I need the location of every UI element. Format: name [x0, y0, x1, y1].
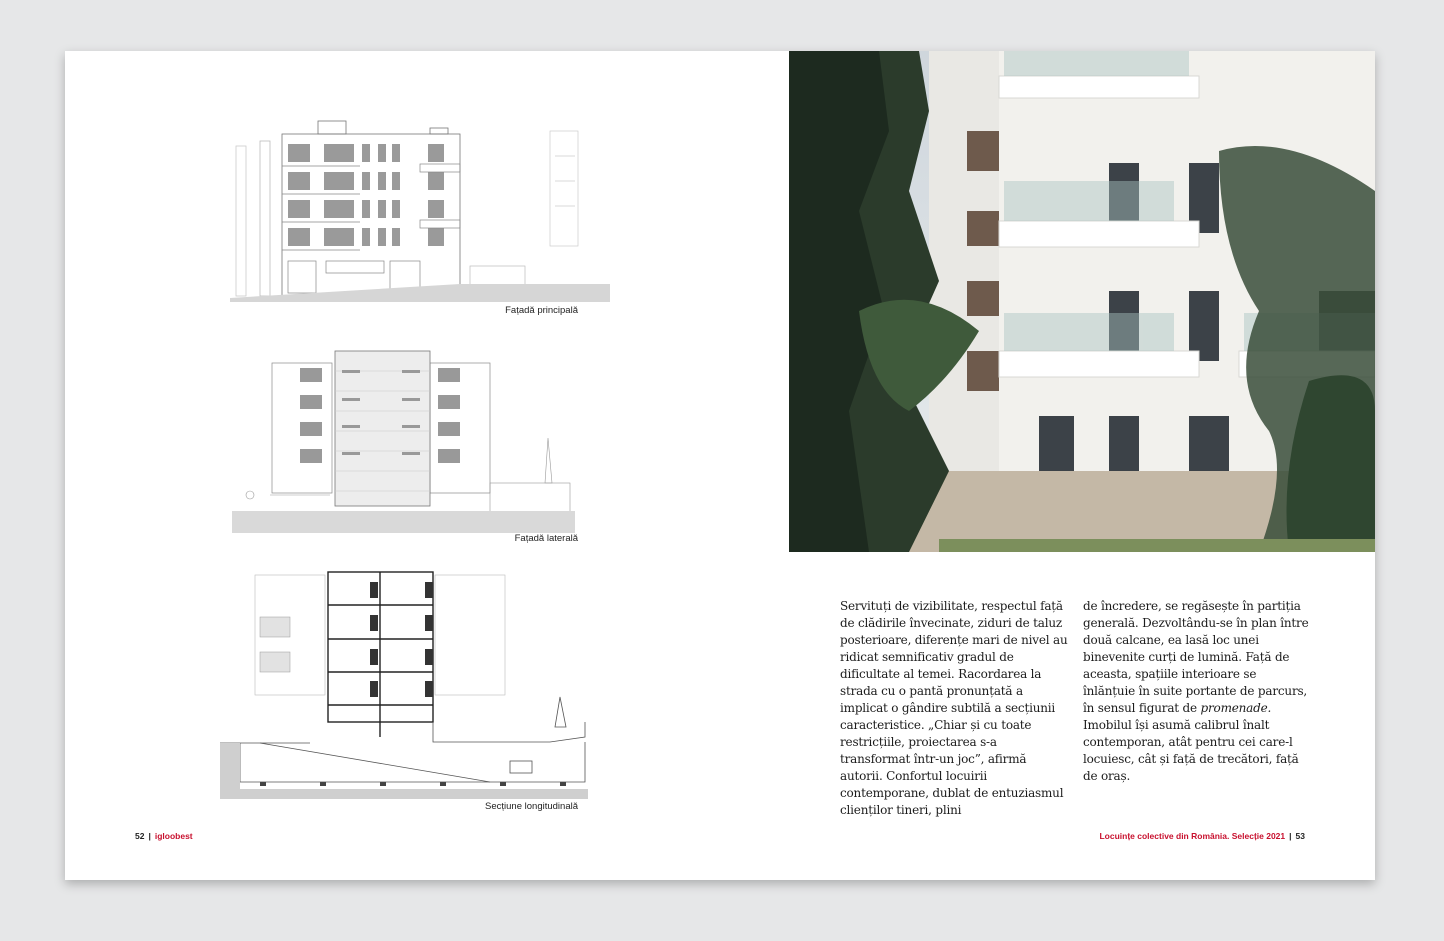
page-number: 52 — [135, 831, 145, 841]
side-facade-drawing — [230, 343, 580, 533]
main-facade-caption: Fațadă principală — [505, 305, 578, 316]
left-page — [65, 51, 720, 880]
body-text-1: Servituți de vizibilitate, respectul față de clădirile învecinate, ziduri de taluz posterioare, diferențe mari de nivel au ridicat semnificativ gradul de dificultate al temei. Racordarea la strada cu o pantă pronunțată a implicat o gândire subtilă a secțiunii caracteristice. „Chiar și cu toate restricțiile, proiectarea s-a transformat într-un joc”, afirmă autorii. Confortul locuirii contemporane, dublat de entuziasmul clienților tineri, plini — [840, 599, 1068, 817]
publication-name: igloobest — [154, 831, 193, 841]
body-text-column-2 — [1083, 598, 1311, 785]
page-number: 53 — [1295, 831, 1305, 841]
body-text-2b: Imobilul își asumă calibrul înalt contemporan, atât pentru cei care-l locuiesc, cât și față de trecători, față de oraș. — [1083, 718, 1299, 783]
section-title: Locuințe colective din România. Selecție 2021 — [1099, 831, 1286, 841]
building-photo — [789, 51, 1375, 552]
section-drawing — [220, 567, 590, 799]
right-folio: Locuințe colective din România. Selecție 2021 | 53 — [1099, 831, 1305, 841]
main-facade-drawing — [230, 116, 615, 306]
left-folio: 52 | igloobest — [135, 831, 193, 841]
section-caption: Secțiune longitudinală — [485, 801, 578, 812]
side-facade-caption: Fațadă laterală — [514, 533, 578, 544]
body-text-2-italic: promenade. — [1200, 701, 1272, 715]
magazine-spread — [65, 51, 1375, 880]
body-text-column-1 — [840, 598, 1068, 819]
right-page — [720, 51, 1375, 880]
body-text-2a: de încredere, se regăsește în partiția generală. Dezvoltându-se în plan între două calcane, ea lasă loc unei binevenite curți de lumină. Față de aceasta, spațiile interioare se înlănțuie în suite portante de parcurs, în sensul figurat de — [1083, 599, 1309, 715]
